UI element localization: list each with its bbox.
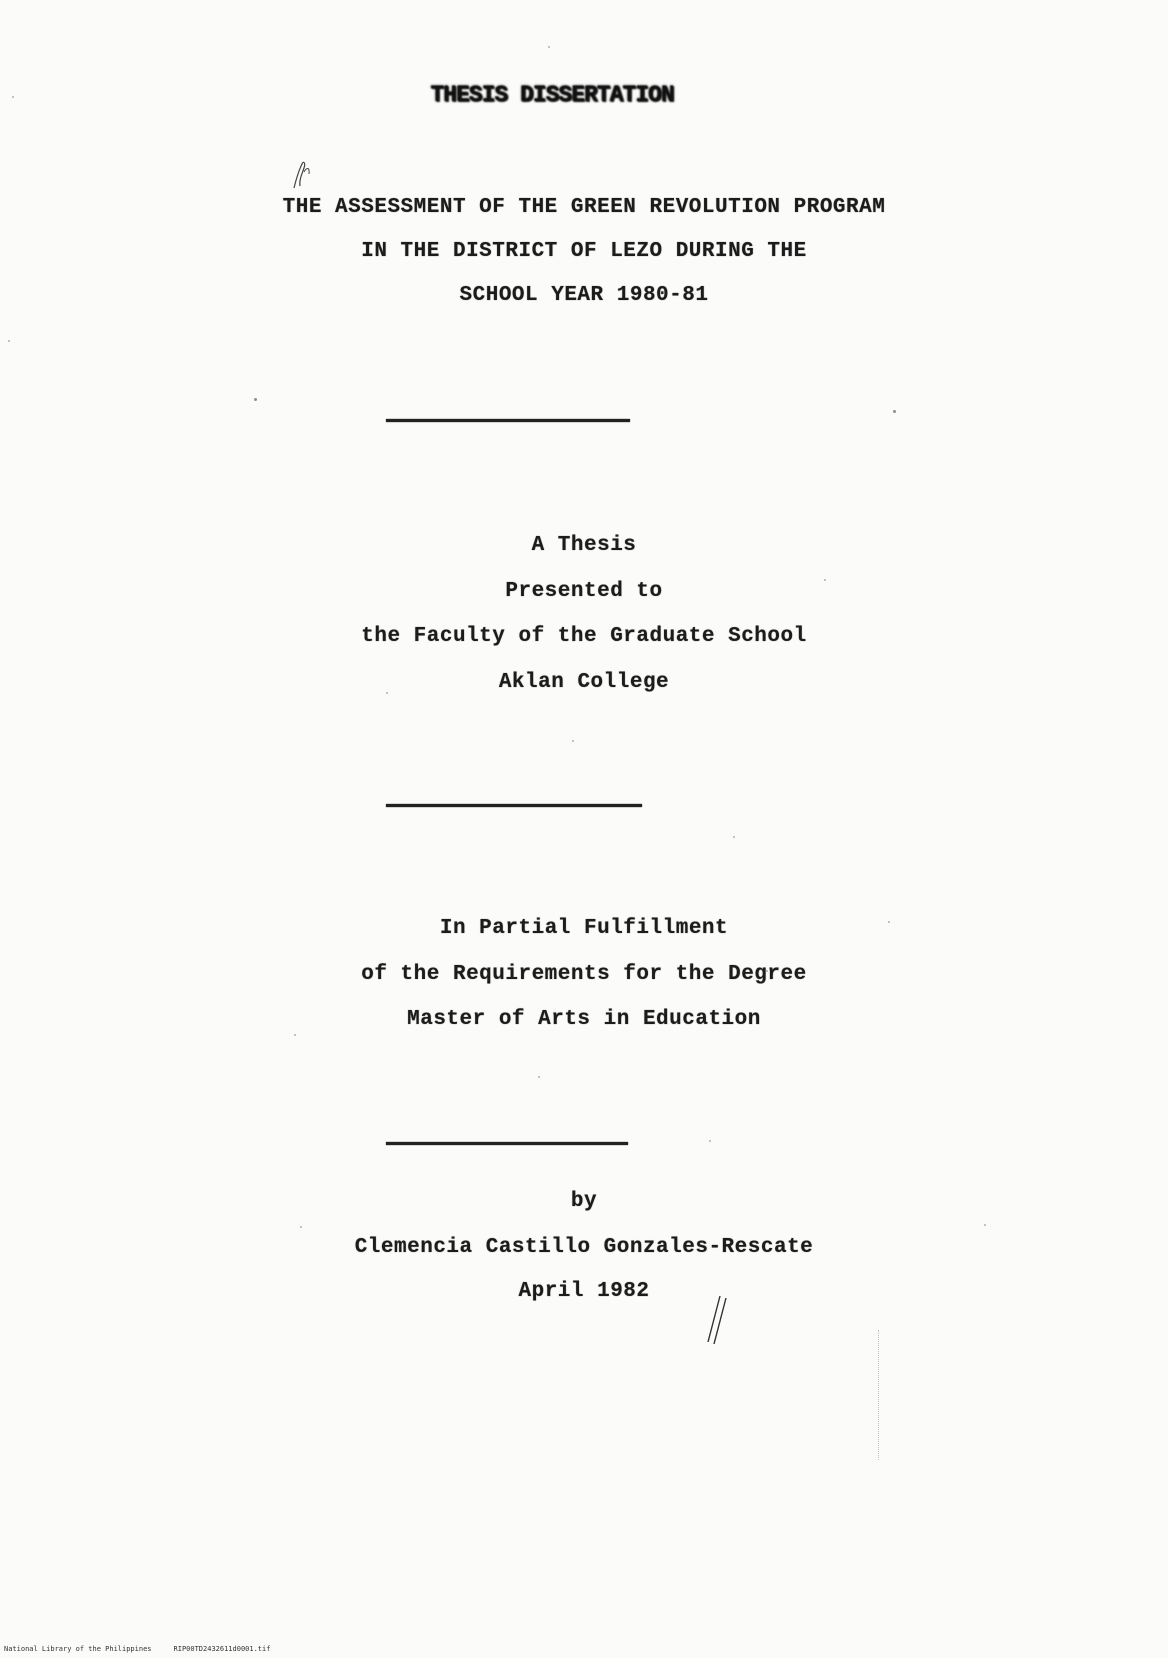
title-line-3: SCHOOL YEAR 1980-81 bbox=[459, 284, 709, 307]
scan-speck bbox=[254, 398, 257, 401]
scan-artifact-line bbox=[878, 1330, 879, 1460]
scan-speck bbox=[572, 740, 574, 742]
scan-footer bbox=[4, 1645, 292, 1653]
scan-speck bbox=[548, 46, 550, 48]
library-credit: National Library of the Philippines bbox=[4, 1645, 152, 1653]
scan-speck bbox=[294, 1034, 296, 1036]
presentation-line-4: Aklan College bbox=[498, 671, 670, 694]
scan-speck bbox=[766, 970, 768, 972]
presentation-line-2: Presented to bbox=[505, 580, 663, 603]
fulfillment-line-2: of the Requirements for the Degree bbox=[361, 963, 807, 986]
byline-by: by bbox=[570, 1190, 598, 1213]
title-line-2: IN THE DISTRICT OF LEZO DURING THE bbox=[361, 240, 807, 263]
fulfillment-line-1: In Partial Fulfillment bbox=[439, 917, 729, 940]
scan-speck bbox=[386, 692, 388, 694]
scan-speck bbox=[733, 836, 735, 838]
divider-rule-1 bbox=[386, 419, 630, 422]
scan-speck bbox=[888, 921, 890, 923]
scan-speck bbox=[893, 410, 896, 413]
fulfillment-line-3: Master of Arts in Education bbox=[407, 1008, 761, 1031]
title-line-1: THE ASSESSMENT OF THE GREEN REVOLUTION PROGRAM bbox=[282, 196, 886, 219]
scan-speck bbox=[709, 1140, 711, 1142]
handwritten-initial-mark bbox=[290, 158, 314, 192]
scan-speck bbox=[984, 1224, 986, 1226]
divider-rule-3 bbox=[386, 1142, 628, 1145]
scan-filename: RIP00TD2432611d0001.tif bbox=[173, 1645, 271, 1653]
scan-speck bbox=[824, 579, 826, 581]
submission-date: April 1982 bbox=[518, 1280, 650, 1303]
scan-speck bbox=[538, 1076, 540, 1078]
scan-speck bbox=[12, 96, 14, 98]
divider-rule-2 bbox=[386, 804, 642, 807]
presentation-line-1: A Thesis bbox=[531, 534, 637, 557]
scan-speck bbox=[300, 1226, 302, 1228]
author-name: Clemencia Castillo Gonzales-Rescate bbox=[354, 1236, 814, 1259]
presentation-line-3: the Faculty of the Graduate School bbox=[361, 625, 807, 648]
thesis-dissertation-stamp: THESIS DISSERTATION bbox=[430, 82, 674, 108]
scan-speck bbox=[8, 340, 10, 342]
handwritten-correction-mark bbox=[704, 1292, 732, 1346]
